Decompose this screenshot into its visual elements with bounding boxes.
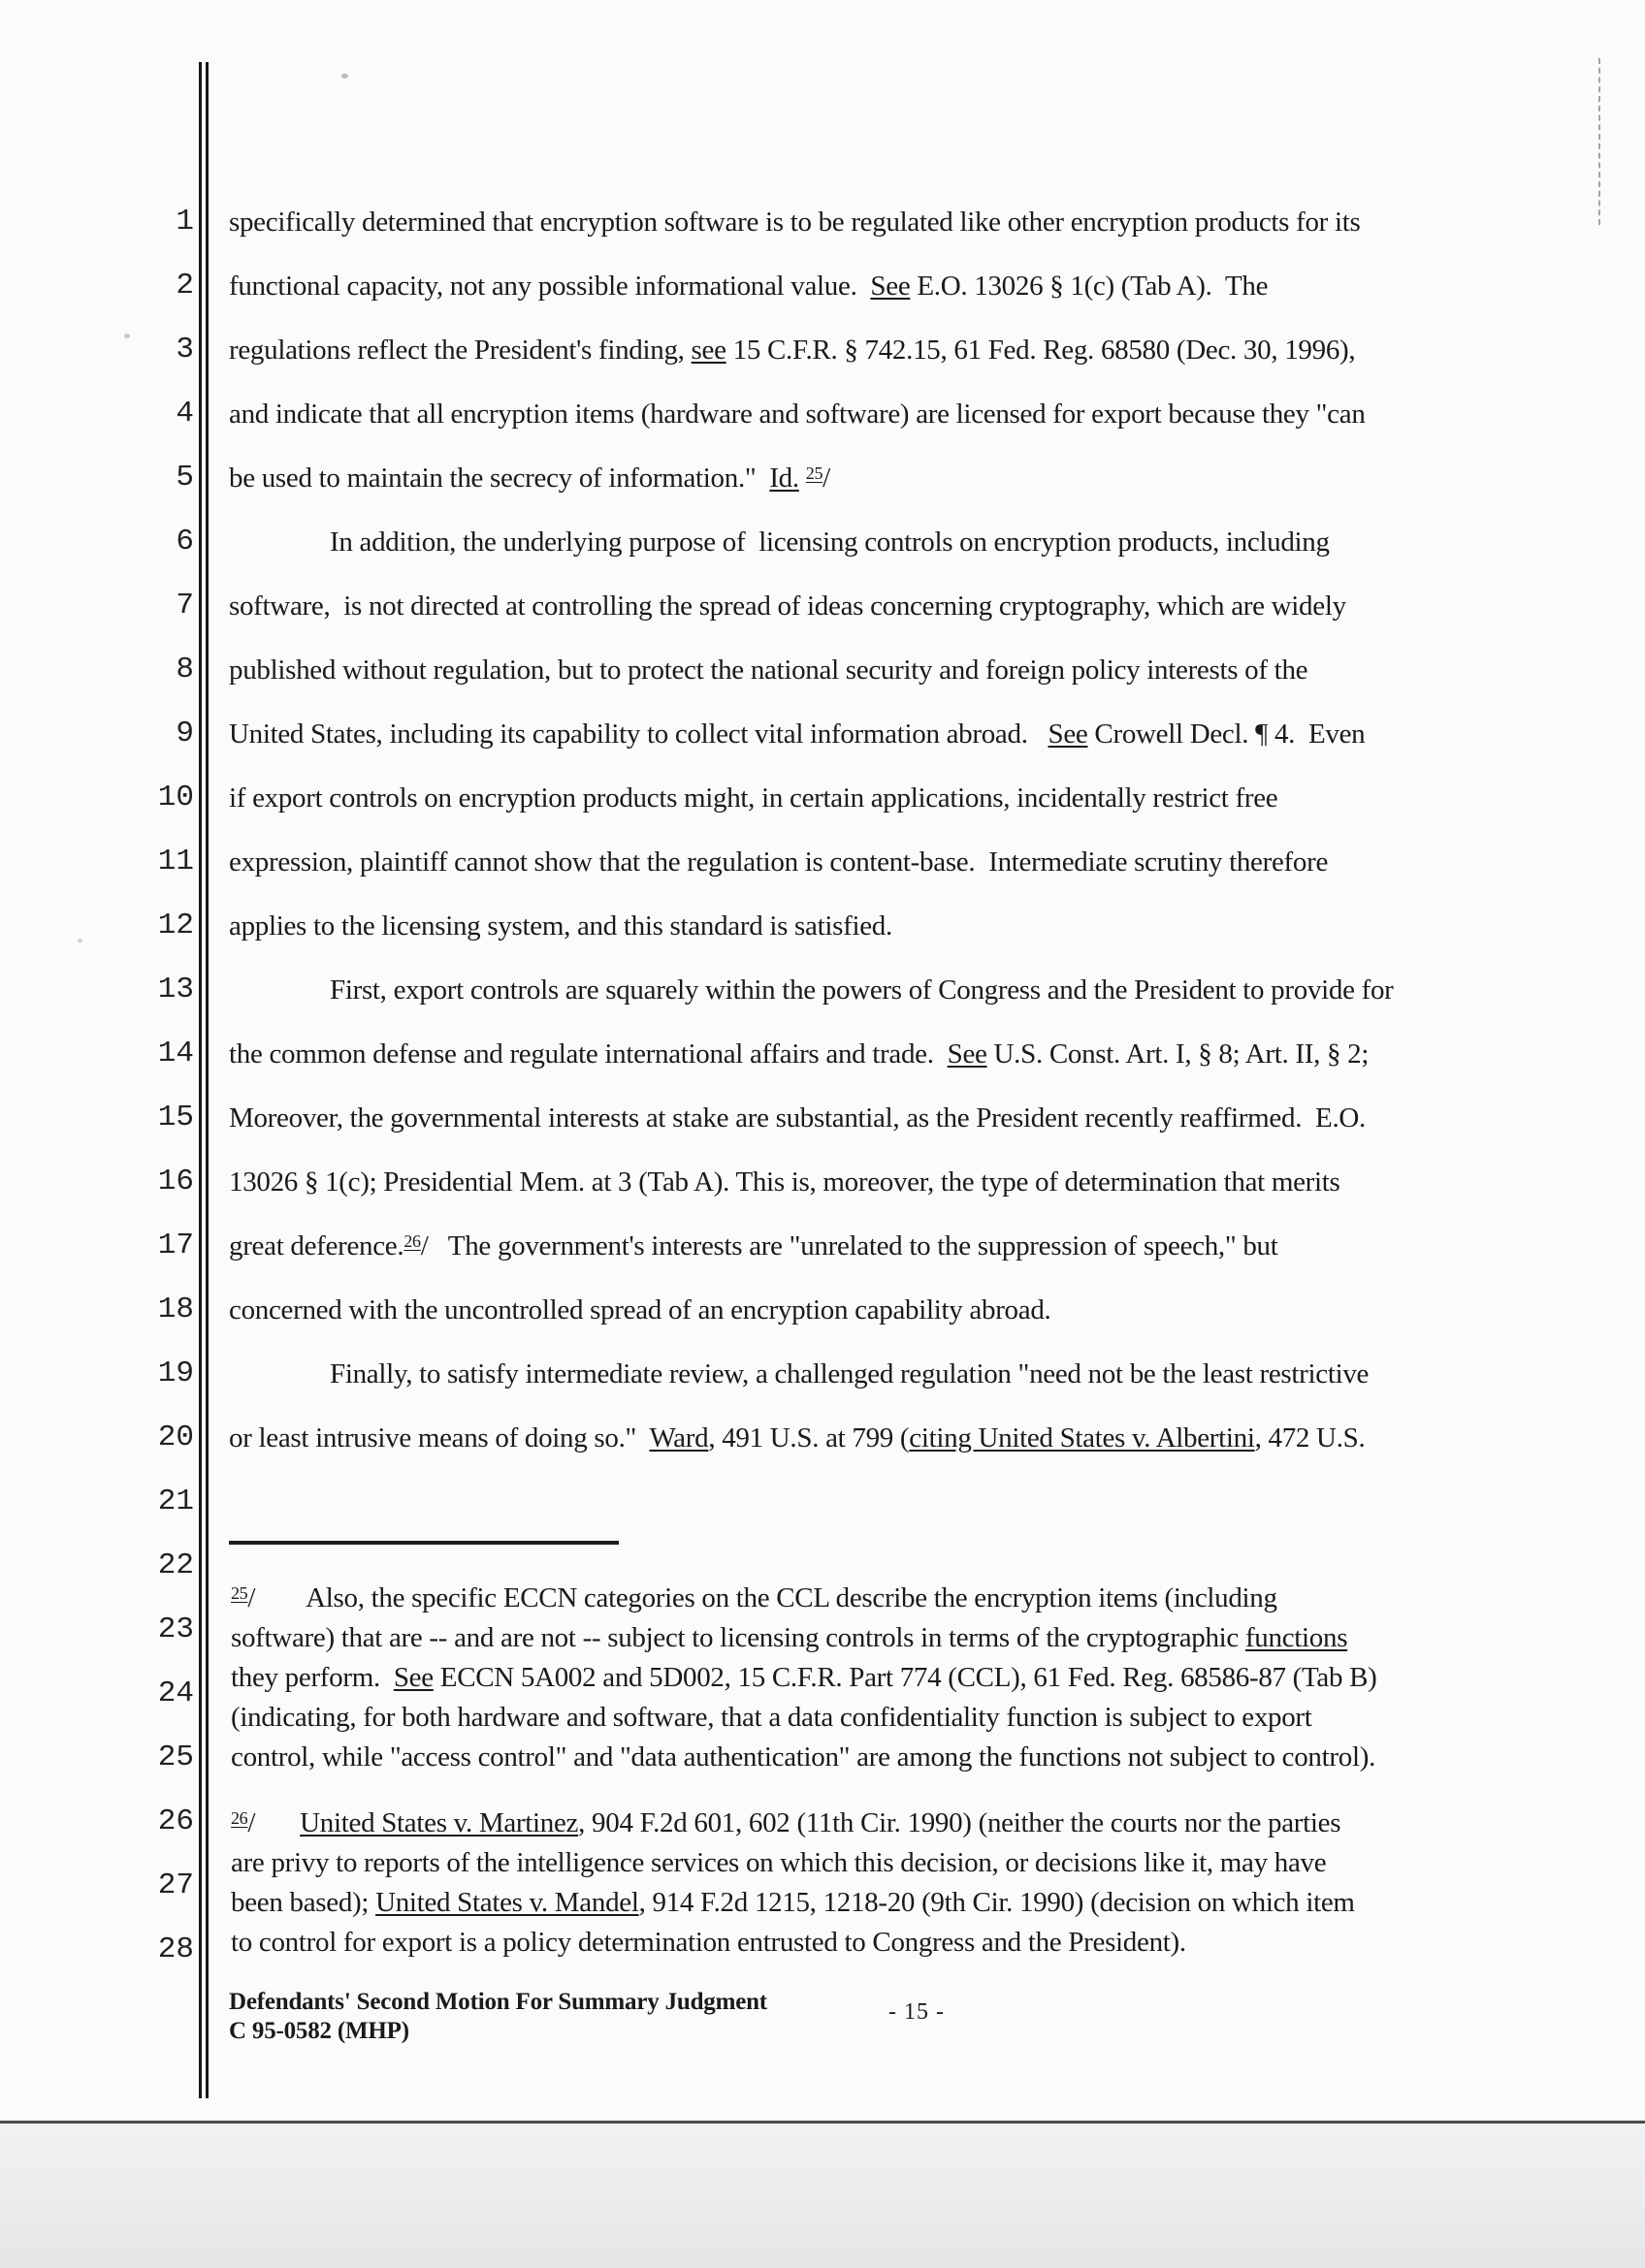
footnote-line: [231, 1804, 1618, 1843]
line-number-column: [97, 190, 194, 1982]
text-segment: control, while "access control" and "data authentication" are among the functions not subject to control).: [231, 1741, 1376, 1773]
footnote-line: [231, 1883, 1618, 1923]
line-number: 3: [176, 333, 194, 367]
line-number: 12: [157, 909, 194, 942]
line-number: 18: [157, 1293, 194, 1326]
underlined-text: citing United States v. Albertini: [909, 1422, 1255, 1453]
body-line: [229, 510, 1626, 574]
text-segment: published without regulation, but to protect the national security and foreign policy interests of the: [229, 655, 1308, 686]
body-line: [229, 574, 1626, 638]
footnote-line: [231, 1843, 1618, 1883]
text-segment: functional capacity, not any possible informational value.: [229, 271, 871, 302]
footnote-line: [231, 1738, 1618, 1777]
scan-speck: [78, 939, 82, 942]
line-number: 2: [176, 269, 194, 303]
text-segment: , 491 U.S. at 799 (: [708, 1422, 910, 1453]
text-segment: ECCN 5A002 and 5D002, 15 C.F.R. Part 774 (CCL), 61 Fed. Reg. 68586-87 (Tab B): [433, 1662, 1377, 1693]
text-segment: or least intrusive means of doing so.": [229, 1422, 650, 1453]
line-number: 14: [157, 1037, 194, 1070]
body-line: [229, 1406, 1626, 1470]
text-segment: Also, the specific ECCN categories on the CCL describe the encryption items (including: [306, 1582, 1277, 1613]
text-segment: 13026 § 1(c); Presidential Mem. at 3 (Tab A). This is, moreover, the type of determination that merits: [229, 1166, 1340, 1198]
underlined-text: see: [691, 335, 726, 366]
footnote-line: [231, 1579, 1618, 1618]
text-segment: [799, 463, 806, 494]
line-number: 28: [157, 1933, 194, 1966]
text-segment: if export controls on encryption products might, in certain applications, incidentally restrict free: [229, 783, 1278, 814]
line-number: 9: [176, 717, 194, 751]
body-line: [229, 190, 1626, 254]
body-line: [229, 1278, 1626, 1342]
line-number: 17: [157, 1229, 194, 1262]
text-segment: United States, including its capability to collect vital information abroad.: [229, 719, 1048, 750]
underlined-text: United States v. Martinez: [300, 1807, 579, 1838]
scan-speck: [124, 334, 130, 338]
text-segment: , 904 F.2d 601, 602 (11th Cir. 1990) (neither the courts nor the parties: [578, 1807, 1341, 1838]
body-line: [229, 318, 1626, 382]
underlined-text: functions: [1244, 1622, 1348, 1653]
text-segment: / The government's interests are "unrelated to the suppression of speech," but: [420, 1230, 1278, 1262]
text-segment: are privy to reports of the intelligence services on which this decision, or decisions like it, may have: [231, 1847, 1327, 1878]
body-line: [229, 830, 1626, 894]
line-number: 22: [157, 1549, 194, 1582]
footer-title: Defendants' Second Motion For Summary Judgment: [229, 1989, 767, 2015]
body-line: [229, 1342, 1626, 1406]
footnote-line: [231, 1698, 1618, 1738]
footnote-marker-sup: 26: [231, 1807, 248, 1828]
line-number: 25: [157, 1741, 194, 1774]
underlined-text: See: [1048, 719, 1088, 750]
text-segment: Moreover, the governmental interests at stake are substantial, as the President recently reaffirmed. E.O.: [229, 1102, 1366, 1134]
text-segment: Crowell Decl. ¶ 4. Even: [1087, 719, 1366, 750]
text-segment: /: [247, 1807, 256, 1838]
line-number: 27: [157, 1869, 194, 1902]
footnote-line: [231, 1923, 1618, 1963]
line-number: 8: [176, 653, 194, 687]
body-line: [229, 1022, 1626, 1086]
line-number: 15: [157, 1101, 194, 1134]
pleading-vertical-rule: [199, 62, 209, 2098]
text-segment: software, is not directed at controlling the spread of ideas concerning cryptography, which are widely: [229, 591, 1346, 622]
text-segment: applies to the licensing system, and this standard is satisfied.: [229, 910, 892, 942]
text-segment: (indicating, for both hardware and software, that a data confidentiality function is subject to export: [231, 1702, 1312, 1733]
body-line: [229, 958, 1626, 1022]
text-segment: /: [247, 1582, 256, 1613]
line-number: 1: [176, 205, 194, 239]
text-segment: E.O. 13026 § 1(c) (Tab A). The: [910, 271, 1269, 302]
underlined-text: Ward: [649, 1422, 709, 1453]
text-segment: /: [822, 463, 830, 494]
text-segment: specifically determined that encryption software is to be regulated like other encryption products for its: [229, 207, 1361, 238]
text-segment: and indicate that all encryption items (hardware and software) are licensed for export because they "can: [229, 399, 1366, 430]
text-segment: Finally, to satisfy intermediate review, a challenged regulation "need not be the least restrictive: [330, 1358, 1370, 1390]
text-segment: expression, plaintiff cannot show that the regulation is content-base. Intermediate scrutiny therefore: [229, 847, 1329, 878]
footnote-25: [231, 1579, 1618, 1777]
text-segment: be used to maintain the secrecy of information.": [229, 463, 770, 494]
body-line: [229, 894, 1626, 958]
line-number: 19: [157, 1357, 194, 1390]
line-number: 4: [176, 397, 194, 431]
text-segment: been based);: [231, 1887, 376, 1918]
body-line: [229, 446, 1626, 510]
body-line: [229, 766, 1626, 830]
page-number: - 15 -: [888, 1999, 945, 2025]
body-line: [229, 254, 1626, 318]
line-number: 7: [176, 589, 194, 623]
footnote-line: [231, 1618, 1618, 1658]
footnote-26: [231, 1804, 1618, 1963]
body-line: [229, 638, 1626, 702]
text-segment: great deference.: [229, 1230, 404, 1262]
footer-case-number: C 95-0582 (MHP): [229, 2018, 409, 2044]
body-line: [229, 1214, 1626, 1278]
text-segment: to control for export is a policy determination entrusted to Congress and the President).: [231, 1927, 1186, 1958]
underlined-text: Id.: [769, 463, 799, 494]
text-segment: 15 C.F.R. § 742.15, 61 Fed. Reg. 68580 (Dec. 30, 1996),: [726, 335, 1356, 366]
line-number: 11: [157, 845, 194, 878]
line-number: 13: [157, 973, 194, 1006]
underlined-text: United States v. Mandel: [375, 1887, 639, 1918]
text-segment: In addition, the underlying purpose of licensing controls on encryption products, including: [330, 527, 1330, 558]
footnote-separator: [229, 1541, 619, 1545]
underlined-text: See: [870, 271, 911, 302]
underlined-text: See: [393, 1662, 434, 1693]
text-segment: U.S. Const. Art. I, § 8; Art. II, § 2;: [986, 1038, 1370, 1070]
scan-bottom-strip: [0, 2124, 1645, 2268]
text-segment: concerned with the uncontrolled spread of an encryption capability abroad.: [229, 1294, 1051, 1326]
line-number: 23: [157, 1613, 194, 1646]
line-number: 24: [157, 1677, 194, 1710]
underlined-text: See: [947, 1038, 987, 1070]
body-line: [229, 382, 1626, 446]
line-number: 26: [157, 1805, 194, 1838]
line-number: 6: [176, 525, 194, 559]
scan-edge-dashes: [1598, 58, 1600, 225]
body-line: [229, 702, 1626, 766]
document-footer: [229, 1988, 767, 2046]
line-number: 20: [157, 1421, 194, 1454]
text-segment: , 472 U.S.: [1254, 1422, 1366, 1453]
body-line: [229, 1150, 1626, 1214]
line-number: 16: [157, 1165, 194, 1198]
footnote-marker-sup: 25: [231, 1582, 248, 1603]
footnote-marker-sup: 26: [403, 1230, 421, 1251]
scan-speck: [341, 74, 348, 79]
text-segment: software) that are -- and are not -- subject to licensing controls in terms of the cryptographic: [231, 1622, 1245, 1653]
text-segment: they perform.: [231, 1662, 394, 1693]
line-number: 10: [157, 781, 194, 815]
text-segment: , 914 F.2d 1215, 1218-20 (9th Cir. 1990) (decision on which item: [638, 1887, 1355, 1918]
footnote-line: [231, 1658, 1618, 1698]
body-text: [229, 190, 1626, 1470]
text-segment: regulations reflect the President's finding,: [229, 335, 692, 366]
line-number: 5: [176, 461, 194, 495]
text-segment: the common defense and regulate international affairs and trade.: [229, 1038, 948, 1070]
footnote-marker-sup: 25: [805, 463, 823, 483]
text-segment: First, export controls are squarely within the powers of Congress and the President to provide for: [330, 974, 1394, 1006]
body-line: [229, 1086, 1626, 1150]
line-number: 21: [157, 1485, 194, 1518]
